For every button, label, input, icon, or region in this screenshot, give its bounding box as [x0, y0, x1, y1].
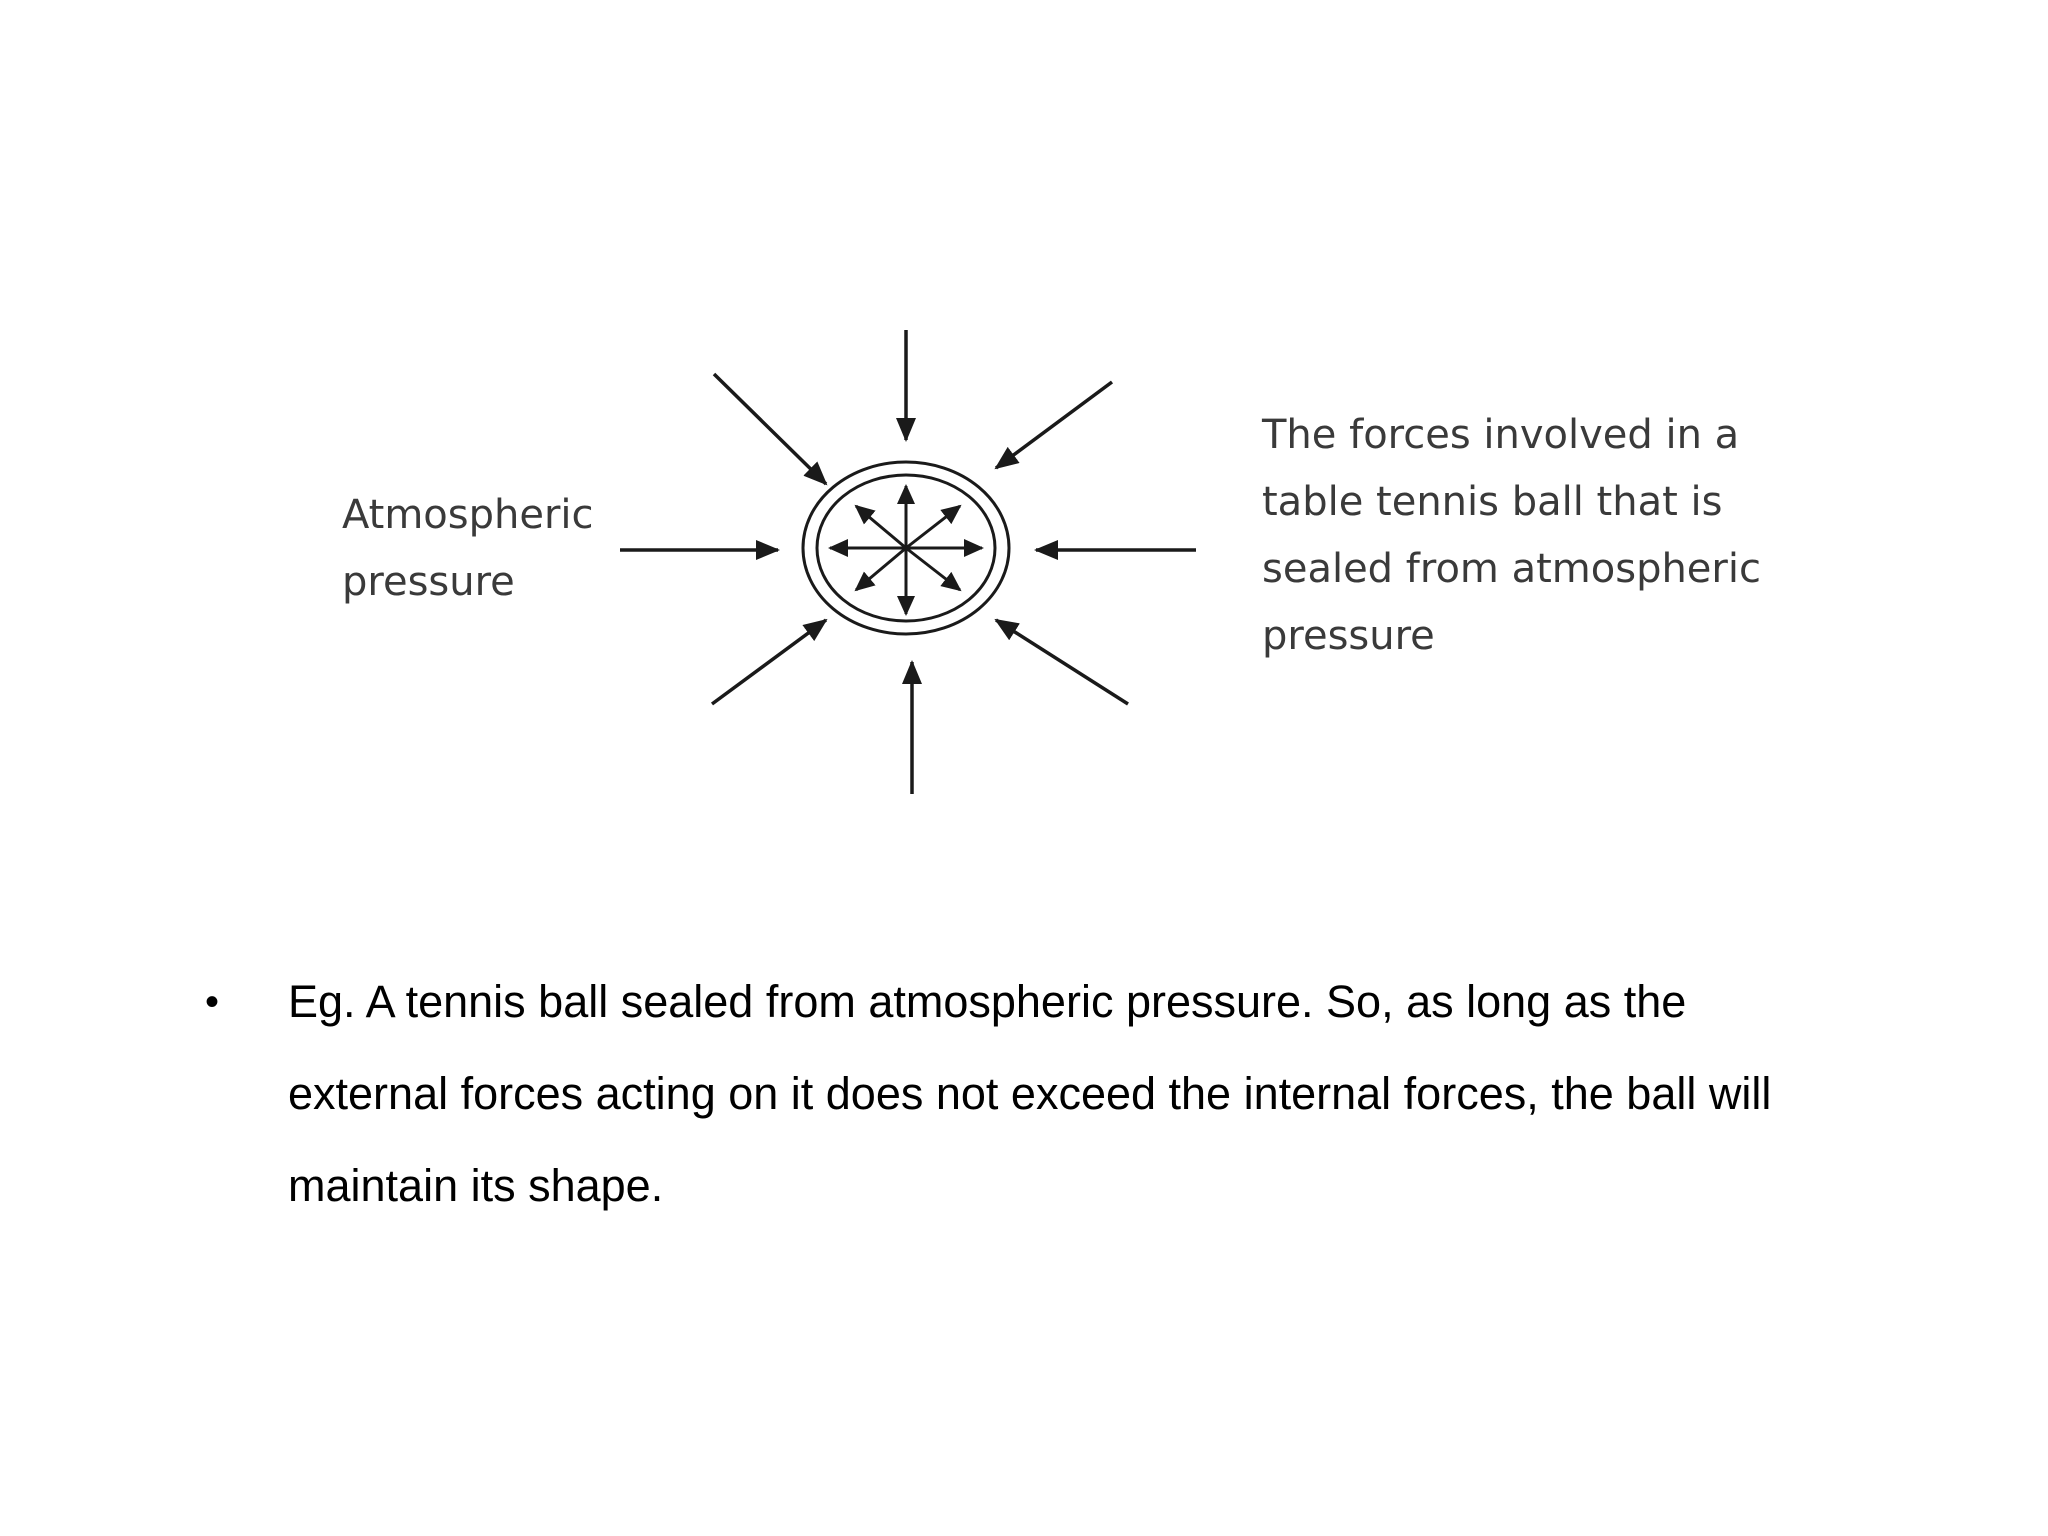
bullet-marker: • [205, 980, 220, 1024]
caption-line: The forces involved in a [1262, 412, 1740, 458]
atmospheric-pressure-label [342, 482, 594, 616]
caption-line: sealed from atmospheric [1262, 546, 1761, 592]
bullet-text [288, 956, 1968, 1232]
external-force-arrows [620, 330, 1196, 794]
external-arrow-top-left [714, 374, 826, 484]
caption-line: table tennis ball that is [1262, 479, 1723, 525]
internal-arrow-down-left [856, 548, 906, 590]
caption-line: pressure [1262, 613, 1435, 659]
external-arrow-bottom-left [712, 620, 826, 704]
external-arrow-bottom-right [996, 620, 1128, 704]
diagram-caption [1262, 402, 1761, 670]
internal-arrow-down-right [906, 548, 960, 590]
external-arrow-top-right [996, 382, 1112, 468]
left-label-line: pressure [342, 559, 515, 605]
internal-arrow-up-left [856, 506, 906, 548]
left-label-line: Atmospheric [342, 492, 594, 538]
internal-force-arrows [830, 486, 982, 614]
bullet-text-line: external forces acting on it does not exceed the internal forces, the ball will [288, 1068, 1772, 1119]
bullet-text-line: Eg. A tennis ball sealed from atmospheric pressure. So, as long as the [288, 976, 1687, 1027]
bullet-text-line: maintain its shape. [288, 1160, 664, 1211]
internal-arrow-up-right [906, 506, 960, 548]
